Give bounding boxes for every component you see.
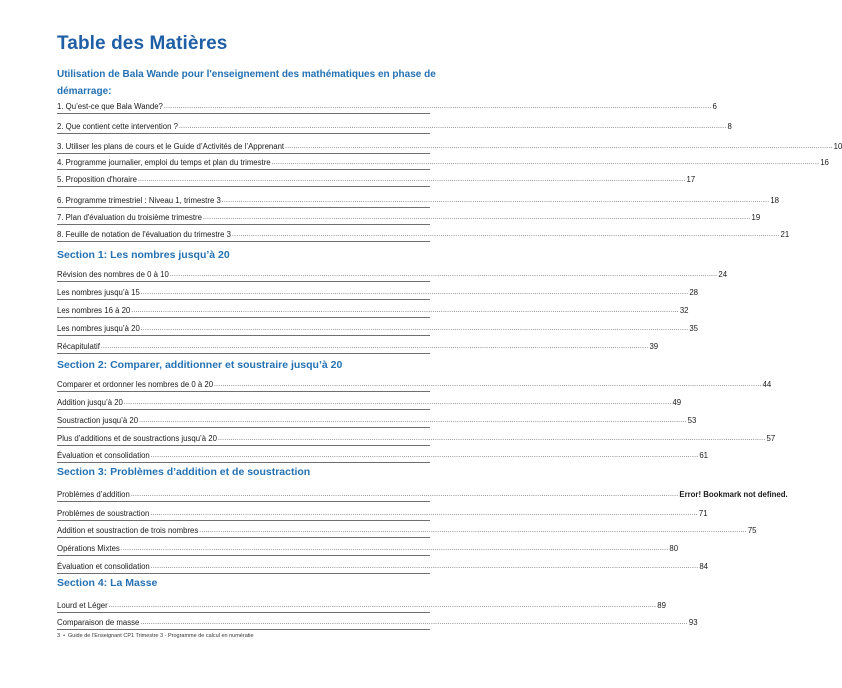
toc-page-number: 35 — [689, 324, 699, 333]
toc-page-number: 80 — [669, 544, 679, 553]
toc-entry-underline — [57, 445, 430, 446]
toc-entry-label: Problèmes de soustraction — [57, 509, 150, 518]
toc-page-number: 6 — [712, 102, 717, 111]
toc-entry-label: 7. Plan d'évaluation du troisième trimestre — [57, 213, 202, 222]
toc-page-number: 10 — [833, 142, 842, 151]
toc-entry-underline — [57, 207, 430, 208]
toc-dot-leader: .................................................................................................................................................................................................................................................................... — [140, 325, 689, 332]
toc-entry[interactable] — [57, 192, 780, 205]
toc-entry[interactable] — [57, 302, 689, 315]
toc-dot-leader: .................................................................................................................................................................................................................................................................... — [140, 619, 688, 626]
toc-page-number: 93 — [688, 618, 698, 627]
toc-entry-label: Récapitulatif — [57, 342, 100, 351]
toc-entry-label: Évaluation et consolidation — [57, 562, 150, 571]
toc-entry-underline — [57, 573, 430, 574]
toc-entry[interactable] — [57, 486, 788, 499]
toc-dot-leader: .................................................................................................................................................................................................................................................................... — [100, 343, 649, 350]
toc-page-number: 75 — [747, 526, 757, 535]
toc-dot-leader: .................................................................................................................................................................................................................................................................... — [163, 103, 712, 110]
toc-entry-label: 5. Proposition d'horaire — [57, 175, 137, 184]
toc-dot-leader: .................................................................................................................................................................................................................................................................... — [271, 159, 820, 166]
section-heading: Section 1: Les nombres jusqu’à 20 — [57, 249, 230, 261]
toc-entry-underline — [57, 612, 430, 613]
page-footer — [57, 633, 254, 639]
toc-page-number: 49 — [672, 398, 682, 407]
toc-dot-leader: .................................................................................................................................................................................................................................................................... — [150, 510, 698, 517]
toc-entry[interactable] — [57, 209, 761, 222]
toc-entry-label: Soustraction jusqu’à 20 — [57, 416, 139, 425]
toc-entry[interactable] — [57, 320, 699, 333]
toc-entry[interactable] — [57, 614, 698, 627]
toc-entry-label: 8. Feuille de notation de l'évaluation du trimestre 3 — [57, 230, 231, 239]
toc-entry-underline — [57, 133, 430, 134]
footer-separator: • — [63, 633, 65, 639]
toc-entry[interactable] — [57, 447, 708, 460]
toc-entry-label: Les nombres 16 à 20 — [57, 306, 131, 315]
toc-entry[interactable] — [57, 171, 696, 184]
toc-entry-label: Comparaison de masse — [57, 618, 140, 627]
toc-page-number: 57 — [766, 434, 776, 443]
toc-entry[interactable] — [57, 394, 682, 407]
toc-entry-underline — [57, 629, 430, 630]
toc-entry-underline — [57, 281, 430, 282]
toc-entry-label: Les nombres jusqu’à 20 — [57, 324, 140, 333]
toc-page-number: 39 — [649, 342, 659, 351]
toc-page-number: 61 — [699, 451, 708, 460]
toc-entry[interactable] — [57, 522, 757, 535]
toc-entry-label: Les nombres jusqu’à 15 — [57, 288, 140, 297]
toc-entry-label: Lourd et Léger — [57, 601, 108, 610]
toc-entry-label: Addition et soustraction de trois nombres — [57, 526, 199, 535]
toc-entry-label: 4. Programme journalier, emploi du temps et plan du trimestre — [57, 158, 271, 167]
toc-dot-leader: .................................................................................................................................................................................................................................................................... — [169, 271, 718, 278]
toc-dot-leader: .................................................................................................................................................................................................................................................................... — [199, 527, 747, 534]
toc-entry-underline — [57, 335, 430, 336]
toc-entry-label: Opérations Mixtes — [57, 544, 120, 553]
toc-dot-leader: .................................................................................................................................................................................................................................................................... — [131, 307, 679, 314]
toc-entry[interactable] — [57, 505, 708, 518]
toc-entry-label: 2. Que contient cette intervention ? — [57, 122, 178, 131]
toc-dot-leader: .................................................................................................................................................................................................................................................................... — [232, 231, 780, 238]
toc-entry[interactable] — [57, 430, 776, 443]
toc-page-number: 19 — [751, 213, 761, 222]
toc-entry-label: Comparer et ordonner les nombres de 0 à 20 — [57, 380, 214, 389]
toc-page-number: 16 — [820, 158, 829, 167]
toc-dot-leader: .................................................................................................................................................................................................................................................................... — [221, 197, 770, 204]
toc-entry-label: Problèmes d’addition — [57, 490, 130, 499]
toc-entry[interactable] — [57, 338, 659, 351]
toc-entry-underline — [57, 501, 430, 502]
toc-page-number: 24 — [718, 270, 728, 279]
toc-entry[interactable] — [57, 597, 666, 610]
toc-entry-label: 6. Programme trimestriel : Niveau 1, trimestre 3 — [57, 196, 221, 205]
section-heading: Section 2: Comparer, additionner et soustraire jusqu’à 20 — [57, 359, 343, 371]
toc-dot-leader: .................................................................................................................................................................................................................................................................... — [137, 176, 686, 183]
toc-entry-label: 1. Qu’est-ce que Bala Wande? — [57, 102, 163, 111]
toc-entry-underline — [57, 169, 430, 170]
toc-entry[interactable] — [57, 558, 708, 571]
toc-entry-underline — [57, 224, 430, 225]
toc-entry-underline — [57, 462, 430, 463]
toc-entry-underline — [57, 317, 430, 318]
toc-entry[interactable] — [57, 98, 717, 111]
toc-entry-underline — [57, 299, 430, 300]
toc-dot-leader: .................................................................................................................................................................................................................................................................... — [178, 123, 727, 130]
toc-page-number: 8 — [727, 122, 732, 131]
toc-dot-leader: .................................................................................................................................................................................................................................................................... — [108, 602, 657, 609]
toc-entry[interactable] — [57, 118, 732, 131]
toc-dot-leader: .................................................................................................................................................................................................................................................................... — [130, 491, 679, 498]
toc-dot-leader: .................................................................................................................................................................................................................................................................... — [120, 545, 669, 552]
toc-entry-underline — [57, 409, 430, 410]
toc-dot-leader: .................................................................................................................................................................................................................................................................... — [285, 143, 833, 150]
footer-page-number: 3 — [57, 633, 61, 639]
toc-page-number: 21 — [780, 230, 790, 239]
toc-dot-leader: .................................................................................................................................................................................................................................................................... — [150, 452, 699, 459]
toc-entry[interactable] — [57, 138, 842, 151]
toc-entry-label: Addition jusqu’à 20 — [57, 398, 123, 407]
toc-entry-underline — [57, 555, 430, 556]
intro-heading: Utilisation de Bala Wande pour l'enseignement des mathématiques en phase de démarrage: — [57, 69, 436, 97]
toc-entry-underline — [57, 353, 430, 354]
toc-entry[interactable] — [57, 412, 697, 425]
toc-page-number: 44 — [762, 380, 772, 389]
toc-page-number: 84 — [699, 562, 708, 571]
toc-entry[interactable] — [57, 154, 829, 167]
toc-dot-leader: .................................................................................................................................................................................................................................................................... — [202, 214, 751, 221]
toc-entry[interactable] — [57, 226, 790, 239]
toc-entry-underline — [57, 427, 430, 428]
toc-page-number: 32 — [679, 306, 689, 315]
toc-entry-underline — [57, 391, 430, 392]
toc-page-number: 18 — [770, 196, 780, 205]
toc-entry-underline — [57, 537, 430, 538]
toc-entry[interactable] — [57, 376, 772, 389]
toc-dot-leader: .................................................................................................................................................................................................................................................................... — [150, 563, 699, 570]
toc-dot-leader: .................................................................................................................................................................................................................................................................... — [139, 417, 687, 424]
toc-page-number: Error! Bookmark not defined. — [679, 490, 788, 499]
toc-entry-underline — [57, 241, 430, 242]
toc-page-number: 53 — [687, 416, 697, 425]
toc-page-number: 71 — [698, 509, 708, 518]
section-heading: Section 4: La Masse — [57, 577, 158, 589]
footer-text: Guide de l’Enseignant CP1 Trimestre 3 - Programme de calcul en numératie — [68, 633, 254, 639]
toc-entry-underline — [57, 113, 430, 114]
toc-dot-leader: .................................................................................................................................................................................................................................................................... — [140, 289, 689, 296]
toc-page-number: 17 — [686, 175, 696, 184]
section-heading: Section 3: Problèmes d’addition et de soustraction — [57, 466, 311, 478]
toc-entry-label: 3. Utiliser les plans de cours et le Guide d’Activités de l’Apprenant — [57, 142, 285, 151]
page-title: Table des Matières — [57, 33, 228, 54]
toc-entry-label: Évaluation et consolidation — [57, 451, 150, 460]
toc-entry[interactable] — [57, 540, 679, 553]
toc-entry-label: Révision des nombres de 0 à 10 — [57, 270, 169, 279]
toc-dot-leader: .................................................................................................................................................................................................................................................................... — [217, 435, 766, 442]
toc-entry-label: Plus d’additions et de soustractions jusqu’à 20 — [57, 434, 217, 443]
toc-page-number: 28 — [689, 288, 699, 297]
toc-entry-underline — [57, 520, 430, 521]
toc-dot-leader: .................................................................................................................................................................................................................................................................... — [214, 381, 762, 388]
toc-page-number: 89 — [657, 601, 666, 610]
toc-dot-leader: .................................................................................................................................................................................................................................................................... — [123, 399, 672, 406]
toc-entry[interactable] — [57, 266, 728, 279]
toc-entry-underline — [57, 186, 430, 187]
toc-entry[interactable] — [57, 284, 699, 297]
